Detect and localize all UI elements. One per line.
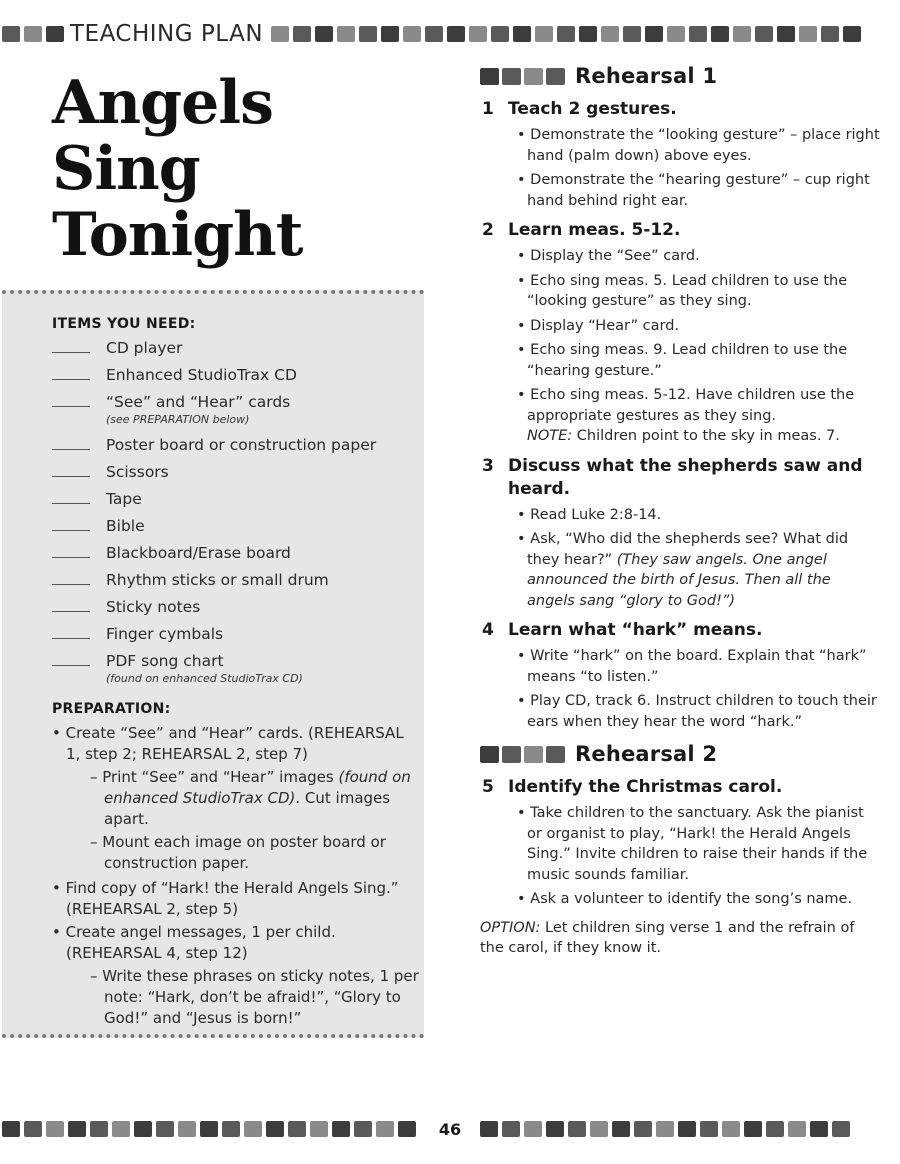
items-heading: ITEMS YOU NEED: [52,316,196,332]
list-item: • Find copy of “Hark! the Herald Angels Sing.” (REHEARSAL 2, step 5) [52,879,399,918]
list-item [52,489,420,509]
checkoff-blank [52,651,90,666]
items-box [2,290,424,1038]
step-number: 1 [482,99,494,119]
checkoff-blank [52,435,90,450]
checkoff-blank [52,543,90,558]
step-3 [480,455,880,612]
item-label: Blackboard/Erase board [106,544,291,562]
step-number: 3 [482,455,494,476]
list-item: • Ask a volunteer to identify the song’s name. [517,891,853,907]
step-bullets [480,646,880,732]
list-item [52,338,420,358]
title-line-1: Angels [52,68,273,138]
step-4 [480,619,880,732]
preparation-list [52,723,420,1029]
decorative-squares-left [0,1121,420,1137]
item-label: Enhanced StudioTrax CD [106,366,297,384]
preparation-heading: PREPARATION: [52,701,171,717]
bullet-answer: (They saw angels. One angel announced the birth of Jesus. Then all the angels sang “glory to God!”) [527,551,831,609]
step-bullets [480,803,880,910]
list-item: • Demonstrate the “looking gesture” – place right hand (palm down) above eyes. [517,127,880,164]
rehearsal-1-header [480,64,880,88]
step-5 [480,776,880,910]
item-label: Poster board or construction paper [106,436,377,454]
list-item: • Write “hark” on the board. Explain that “hark” means “to listen.” [517,648,867,685]
step-title: Learn meas. 5-12. [508,220,681,240]
checkoff-blank [52,365,90,380]
page-number: 46 [438,1119,462,1139]
title-line-2: Sing [52,134,200,204]
decorative-squares [480,68,565,85]
item-label: Rhythm sticks or small drum [106,571,329,589]
list-item [52,570,420,590]
rehearsal-column [480,64,880,959]
list-item [52,922,420,1029]
step-number: 4 [482,620,494,640]
checkoff-blank [52,392,90,407]
note-label: NOTE: [527,428,573,444]
step-title: Identify the Christmas carol. [508,777,783,797]
checkoff-blank [52,462,90,477]
checkoff-blank [52,597,90,612]
checkoff-blank [52,570,90,585]
list-item: • Display “Hear” card. [517,317,680,334]
item-label: Finger cymbals [106,625,224,643]
decorative-squares-right [480,1121,900,1137]
list-item [52,624,420,644]
option-label: OPTION: [480,919,541,936]
item-label: Tape [106,490,142,508]
list-item [52,365,420,385]
list-item: – Write these phrases on sticky notes, 1 per note: “Hark, don’t be afraid!”, “Glory to God!” and “Jesus is born!” [90,967,419,1027]
list-item: • Demonstrate the “hearing gesture” – cup right hand behind right ear. [517,172,870,209]
rehearsal-1-title: Rehearsal 1 [575,64,718,88]
note-text: Children point to the sky in meas. 7. [572,428,840,444]
step-title: Teach 2 gestures. [508,99,677,119]
decorative-squares [480,746,565,763]
prep-sublist [66,767,420,874]
title-line-3: Tonight [52,200,303,270]
prep-text: • Create angel messages, 1 per child. (REHEARSAL 4, step 12) [52,923,336,962]
list-item [52,462,420,482]
checkoff-blank [52,338,90,353]
item-note: (found on enhanced StudioTrax CD) [106,672,303,685]
item-label: “See” and “Hear” cards [106,393,291,411]
item-label: PDF song chart [106,652,224,670]
prep-subtext-italic: (found on enhanced StudioTrax CD) [104,768,411,807]
items-list [52,338,420,687]
step-bullets [480,125,880,211]
decorative-squares-right [271,26,900,42]
step-title: Learn what “hark” means. [508,620,763,640]
rehearsal-2-header [480,742,880,766]
checkoff-blank [52,489,90,504]
item-label: Bible [106,517,145,535]
list-item: • Echo sing meas. 9. Lead children to use the “hearing gesture.” [517,342,848,379]
step-1 [480,98,880,211]
step-bullets [480,505,880,612]
step-title: Discuss what the shepherds saw and heard. [508,455,863,499]
prep-subtext-tail: . Cut images apart. [104,789,391,828]
list-item [52,392,420,428]
option-text: Let children sing verse 1 and the refrain of the carol, if they know it. [480,919,855,956]
step-number: 5 [482,777,494,797]
list-item [52,723,420,874]
step-2 [480,219,880,447]
list-item: • Display the “See” card. [517,248,700,264]
list-item [52,543,420,563]
prep-text: • Create “See” and “Hear” cards. (REHEARSAL 1, step 2; REHEARSAL 2, step 7) [52,724,404,763]
list-item [52,435,420,455]
decorative-squares-left [0,26,64,42]
footer-band [0,1118,900,1140]
step-number: 2 [482,220,494,240]
list-item [52,516,420,536]
item-label: Scissors [106,463,169,481]
item-label: Sticky notes [106,598,201,616]
item-note: (see PREPARATION below) [106,413,250,426]
step-bullets [480,246,880,447]
list-item: – Mount each image on poster board or construction paper. [90,833,386,872]
list-item: • Read Luke 2:8-14. [517,506,662,523]
list-item [52,597,420,617]
page-title [52,70,432,268]
bullet-text: • Ask, “Who did the shepherds see? What did they hear?” [517,531,849,568]
option-note [480,918,880,959]
prep-subtext: – Print “See” and “Hear” images [90,768,339,786]
checkoff-blank [52,624,90,639]
prep-sublist [66,966,420,1029]
list-item: • Take children to the sanctuary. Ask the pianist or organist to play, “Hark! the Herald Angels Sing.” Invite children to raise their hands if the music sounds familiar. [517,805,868,883]
list-item [66,767,420,830]
bullet-text: • Echo sing meas. 5-12. Have children use the appropriate gestures as they sing. [517,387,855,424]
list-item: • Echo sing meas. 5. Lead children to use the “looking gesture” as they sing. [517,272,848,309]
header-band [0,18,900,50]
list-item [517,385,880,447]
list-item: • Play CD, track 6. Instruct children to touch their ears when they hear the word “hark.” [517,693,877,730]
rehearsal-2-title: Rehearsal 2 [575,742,718,766]
checkoff-blank [52,516,90,531]
item-label: CD player [106,339,183,357]
list-item [52,651,420,687]
section-label: TEACHING PLAN [70,21,264,47]
list-item [517,529,880,611]
